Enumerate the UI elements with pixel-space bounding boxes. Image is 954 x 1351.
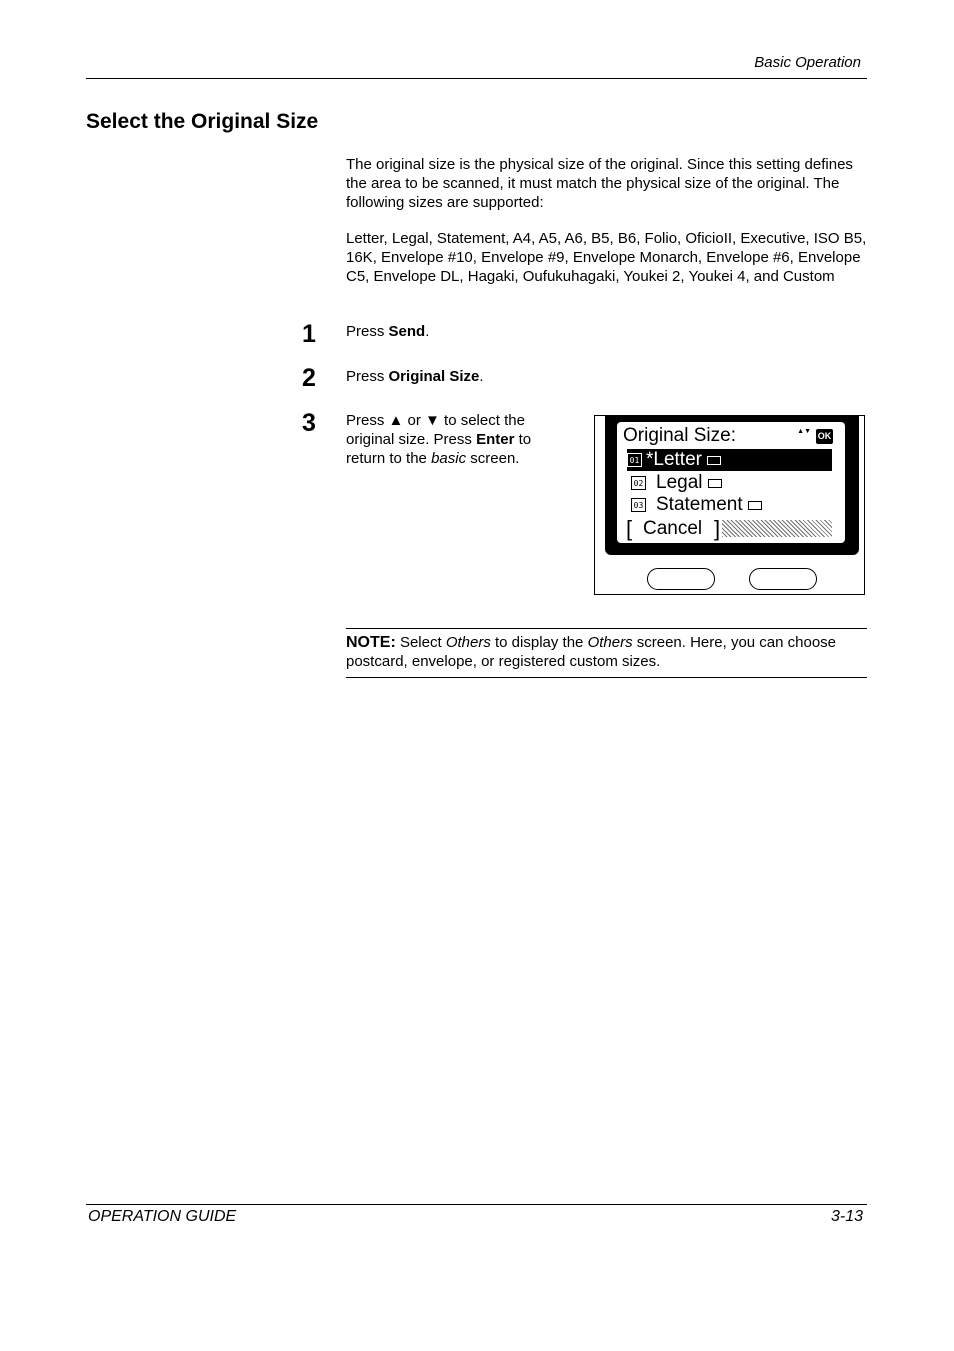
soft-key-dither-pattern — [722, 520, 832, 537]
step-2-prefix: Press — [346, 368, 389, 385]
lcd-screen — [617, 422, 845, 543]
step-3-number: 3 — [302, 409, 316, 437]
note-label: NOTE: — [346, 634, 396, 651]
step-1-suffix: . — [425, 323, 430, 340]
number-01-icon: 01 — [627, 453, 642, 467]
lcd-title: Original Size: — [623, 425, 736, 446]
footer-guide-title: OPERATION GUIDE — [88, 1208, 237, 1225]
section-title: Select the Original Size — [86, 110, 319, 133]
step-3-text-b: to return to the — [346, 431, 532, 467]
cancel-bracket-open: [ — [626, 516, 633, 541]
updown-arrows-icon: ▲▼ — [797, 428, 811, 435]
landscape-paper-icon — [708, 479, 722, 488]
lcd-item-legal — [631, 472, 722, 494]
step-1-text — [346, 322, 429, 341]
footer-page-number: 3-13 — [830, 1208, 863, 1225]
step-3-text-c: screen. — [466, 450, 520, 467]
lcd-item-label: Legal — [656, 472, 703, 493]
step-2-suffix: . — [479, 368, 484, 385]
landscape-paper-icon — [748, 501, 762, 510]
header-rule — [86, 78, 867, 79]
ok-icon: OK — [816, 429, 833, 444]
step-2-text — [346, 367, 484, 386]
step-3-text — [346, 411, 561, 468]
note-text-b: to display the — [490, 634, 588, 651]
note-box — [346, 628, 867, 678]
cancel-label: Cancel — [643, 518, 703, 539]
step-1-number: 1 — [302, 320, 316, 348]
lcd-panel-illustration — [594, 415, 865, 595]
step-1-key: Send — [388, 323, 426, 340]
lcd-item-label: Statement — [656, 494, 743, 515]
step-1-prefix: Press — [346, 323, 389, 340]
lcd-bezel — [605, 415, 859, 555]
step-3-emphasis: basic — [431, 450, 467, 467]
step-2-number: 2 — [302, 364, 316, 392]
step-3-key: Enter — [476, 431, 515, 448]
lcd-item-letter — [627, 449, 832, 471]
note-text-c: screen. Here, you can choose postcard, envelope, or registered custom sizes. — [346, 634, 837, 670]
lcd-item-statement — [631, 494, 762, 516]
right-soft-key — [749, 568, 817, 590]
step-3-text-a: Press ▲ or ▼ to select the original size. Press — [346, 412, 525, 448]
intro-paragraph: The original size is the physical size of the original. Since this setting defines the area to be scanned, it must match the physical size of the original. The following sizes are supported: — [346, 156, 853, 211]
cancel-bracket-close: ] — [714, 516, 721, 541]
supported-sizes-paragraph: Letter, Legal, Statement, A4, A5, A6, B5, B6, Folio, OficioII, Executive, ISO B5, 16K, Envelope #10, Envelope #9, Envelope Monarch, Envelope #6, Envelope C5, Envelope DL, Hagaki, Oufukuhagaki, Youkei 2, Youkei 4, and Custom — [346, 230, 867, 285]
left-soft-key — [647, 568, 715, 590]
landscape-paper-icon — [707, 456, 721, 465]
number-03-icon: 03 — [631, 498, 646, 512]
step-2-key: Original Size — [388, 368, 480, 385]
footer-rule — [86, 1204, 867, 1205]
note-emphasis-2: Others — [587, 634, 633, 651]
lcd-item-label: *Letter — [646, 449, 702, 470]
note-text-a: Select — [395, 634, 446, 651]
number-02-icon: 02 — [631, 476, 646, 490]
note-emphasis-1: Others — [445, 634, 491, 651]
running-header: Basic Operation — [754, 54, 861, 71]
